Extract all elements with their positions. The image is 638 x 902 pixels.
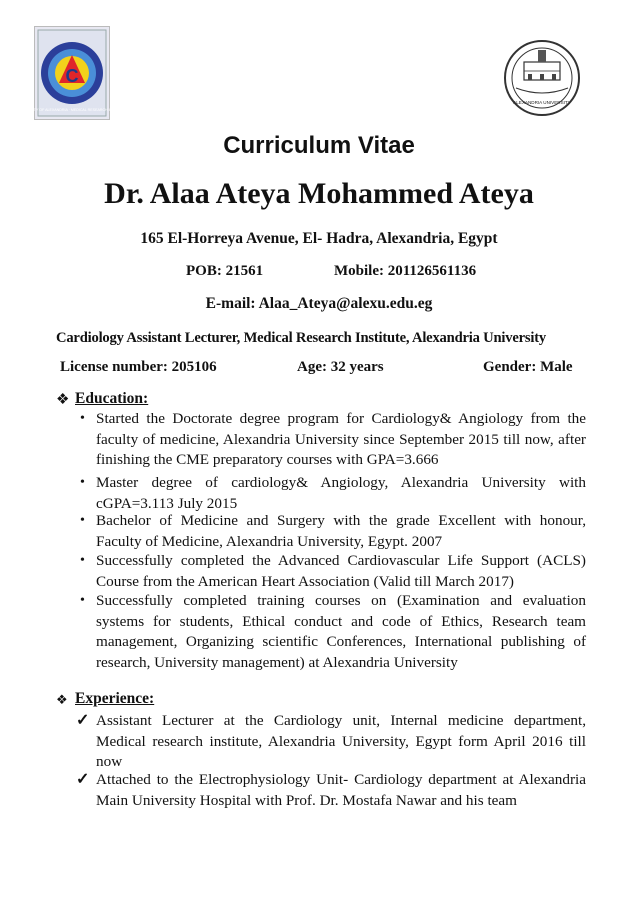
experience-heading: Experience:: [75, 690, 155, 707]
checkmark-icon: ✓: [76, 712, 90, 729]
document-title: Curriculum Vitae: [223, 132, 415, 159]
education-item: Successfully completed training courses on (Examination and evaluation systems for students, Ethical conduct and code of Ethics, Research team management, Organizing scientific Conferences, International publishing of research, University management) at Alexandria University: [96, 592, 586, 671]
gender: Gender: Male: [483, 359, 573, 375]
mobile: Mobile: 201126561136: [334, 263, 477, 279]
education-item: Bachelor of Medicine and Surgery with the grade Excellent with honour, Faculty of Medicine, Alexandria University, Egypt. 2007: [96, 512, 586, 550]
email: E-mail: Alaa_Ateya@alexu.edu.eg: [205, 295, 433, 312]
experience-item: Attached to the Electrophysiology Unit- Cardiology department at Alexandria Main University Hospital with Prof. Dr. Mostafa Nawar and his team: [96, 771, 586, 809]
experience-item: Assistant Lecturer at the Cardiology unit, Internal medicine department, Medical research institute, Alexandria University, Egypt form April 2016 till now: [96, 712, 586, 770]
education-item: Started the Doctorate degree program for Cardiology& Angiology from the faculty of medicine, Alexandria University since September 2015 till now, after finishing the CME preparatory courses with GPA=3.666: [96, 410, 586, 468]
license-number: License number: 205106: [60, 359, 217, 375]
bullet-icon: •: [80, 475, 85, 490]
bullet-icon: •: [80, 553, 85, 568]
pob: POB: 21561: [186, 263, 264, 279]
address: 165 El-Horreya Avenue, El- Hadra, Alexandria, Egypt: [140, 230, 498, 247]
age: Age: 32 years: [297, 359, 384, 375]
bullet-icon: •: [80, 411, 85, 426]
bullet-icon: •: [80, 593, 85, 608]
education-heading: Education:: [75, 390, 149, 407]
diamond-bullet-icon: ❖: [56, 392, 70, 408]
education-item: Successfully completed the Advanced Cardiovascular Life Support (ACLS) Course from the American Heart Association (Valid till March 2017): [96, 552, 586, 590]
education-item: Master degree of cardiology& Angiology, Alexandria University with cGPA=3.113 July 2015: [96, 474, 586, 512]
position: Cardiology Assistant Lecturer, Medical Research Institute, Alexandria University: [56, 330, 547, 346]
logo-letter: C: [65, 66, 79, 86]
checkmark-icon: ✓: [76, 771, 90, 788]
logo-left-text: UNIVERSITY OF ALEXANDRIA · MEDICAL RESEARCH INSTITUTE: [16, 108, 128, 112]
diamond-bullet-icon: ❖: [56, 692, 68, 707]
medical-research-institute-logo: [16, 26, 128, 120]
bullet-icon: •: [80, 513, 85, 528]
alexandria-university-logo: [500, 38, 584, 118]
person-name: Dr. Alaa Ateya Mohammed Ateya: [104, 177, 534, 210]
logo-right-text: ALEXANDRIA UNIVERSITY: [513, 100, 571, 105]
